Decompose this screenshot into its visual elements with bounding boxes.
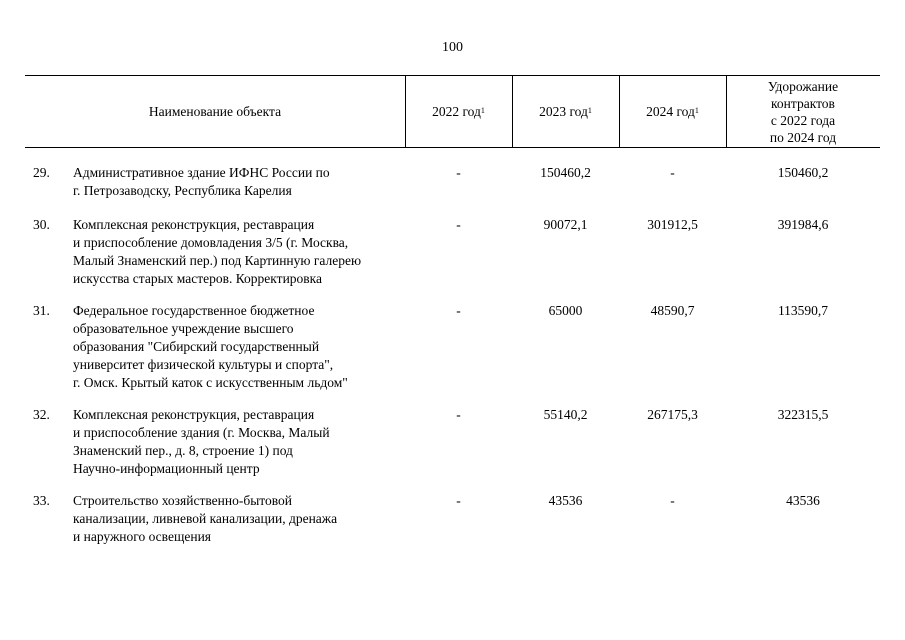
row-number: 29. (33, 165, 50, 180)
object-name (73, 164, 403, 200)
value-2024: - (670, 165, 675, 180)
value-2023: 65000 (548, 303, 583, 318)
table-header-bottom-rule (25, 147, 880, 148)
header-cost-increase-line: контрактов (771, 95, 835, 111)
object-name-line: г. Петрозаводску, Республика Карелия (73, 183, 292, 198)
object-name-line: Строительство хозяйственно-бытовой (73, 493, 292, 508)
value-2022: - (456, 165, 461, 180)
object-name-line: канализации, ливневой канализации, дренажа (73, 511, 338, 526)
object-name (73, 302, 403, 392)
row-number: 30. (33, 217, 50, 232)
row-number: 33. (33, 493, 50, 508)
header-cost-increase-line: Удорожание (767, 78, 839, 94)
value-cost-increase: 150460,2 (777, 165, 829, 180)
value-cost-increase: 322315,5 (777, 407, 829, 422)
value-2023: 55140,2 (543, 407, 588, 422)
header-year-2022: 2022 год $^1$ (432, 104, 485, 119)
object-name-line: университет физической культуры и спорта", (73, 357, 334, 372)
object-name-line: г. Омск. Крытый каток с искусственным льдом" (73, 375, 348, 390)
header-year-2024: 2024 год $^1$ (646, 104, 699, 119)
object-name-line: образовательное учреждение высшего (73, 321, 294, 336)
value-2024: - (670, 493, 675, 508)
value-cost-increase: 391984,6 (777, 217, 829, 232)
object-name-line: Малый Знаменский пер.) под Картинную галерею (73, 253, 362, 268)
row-number: 32. (33, 407, 50, 422)
object-name-line: образования "Сибирский государственный (73, 339, 320, 354)
page-number: 100 (442, 40, 463, 55)
value-2022: - (456, 407, 461, 422)
header-year-2024-label: 2024 год (646, 104, 695, 119)
header-cost-increase-line: с 2022 года (770, 112, 836, 128)
header-year-2023-label: 2023 год (539, 104, 588, 119)
object-name-line: Административное здание ИФНС России по (73, 165, 330, 180)
header-cost-increase (726, 76, 880, 147)
object-name-line: Комплексная реконструкция, реставрация (73, 407, 315, 422)
object-name-line: и приспособление здания (г. Москва, Малый (73, 425, 330, 440)
value-2024: 267175,3 (647, 407, 698, 422)
value-2022: - (456, 217, 461, 232)
object-name-line: Знаменский пер., д. 8, строение 1) под (73, 443, 293, 458)
value-2023: 150460,2 (540, 165, 591, 180)
object-name-line: Комплексная реконструкция, реставрация (73, 217, 315, 232)
object-name-line: Федеральное государственное бюджетное (73, 303, 315, 318)
value-2023: 43536 (548, 493, 583, 508)
value-2022: - (456, 303, 461, 318)
header-year-2022-label: 2022 год (432, 104, 481, 119)
object-name (73, 406, 403, 478)
value-2023: 90072,1 (543, 217, 588, 232)
object-name-line: и наружного освещения (73, 529, 211, 544)
object-name (73, 492, 403, 546)
value-2024: 48590,7 (650, 303, 695, 318)
object-name-line: Научно-информационный центр (73, 461, 260, 476)
header-object-name (25, 76, 405, 147)
header-cost-increase-line: по 2024 год (769, 129, 837, 145)
object-name-line: и приспособление домовладения 3/5 (г. Москва, (73, 235, 349, 250)
object-name (73, 216, 403, 288)
value-2024: 301912,5 (647, 217, 698, 232)
header-year-2023: 2023 год $^1$ (539, 104, 592, 119)
value-2022: - (456, 493, 461, 508)
row-number: 31. (33, 303, 50, 318)
value-cost-increase: 43536 (786, 493, 820, 508)
object-name-line: искусства старых мастеров. Корректировка (73, 271, 323, 286)
header-object-name-label: Наименование объекта (148, 104, 282, 119)
value-cost-increase: 113590,7 (777, 303, 829, 318)
